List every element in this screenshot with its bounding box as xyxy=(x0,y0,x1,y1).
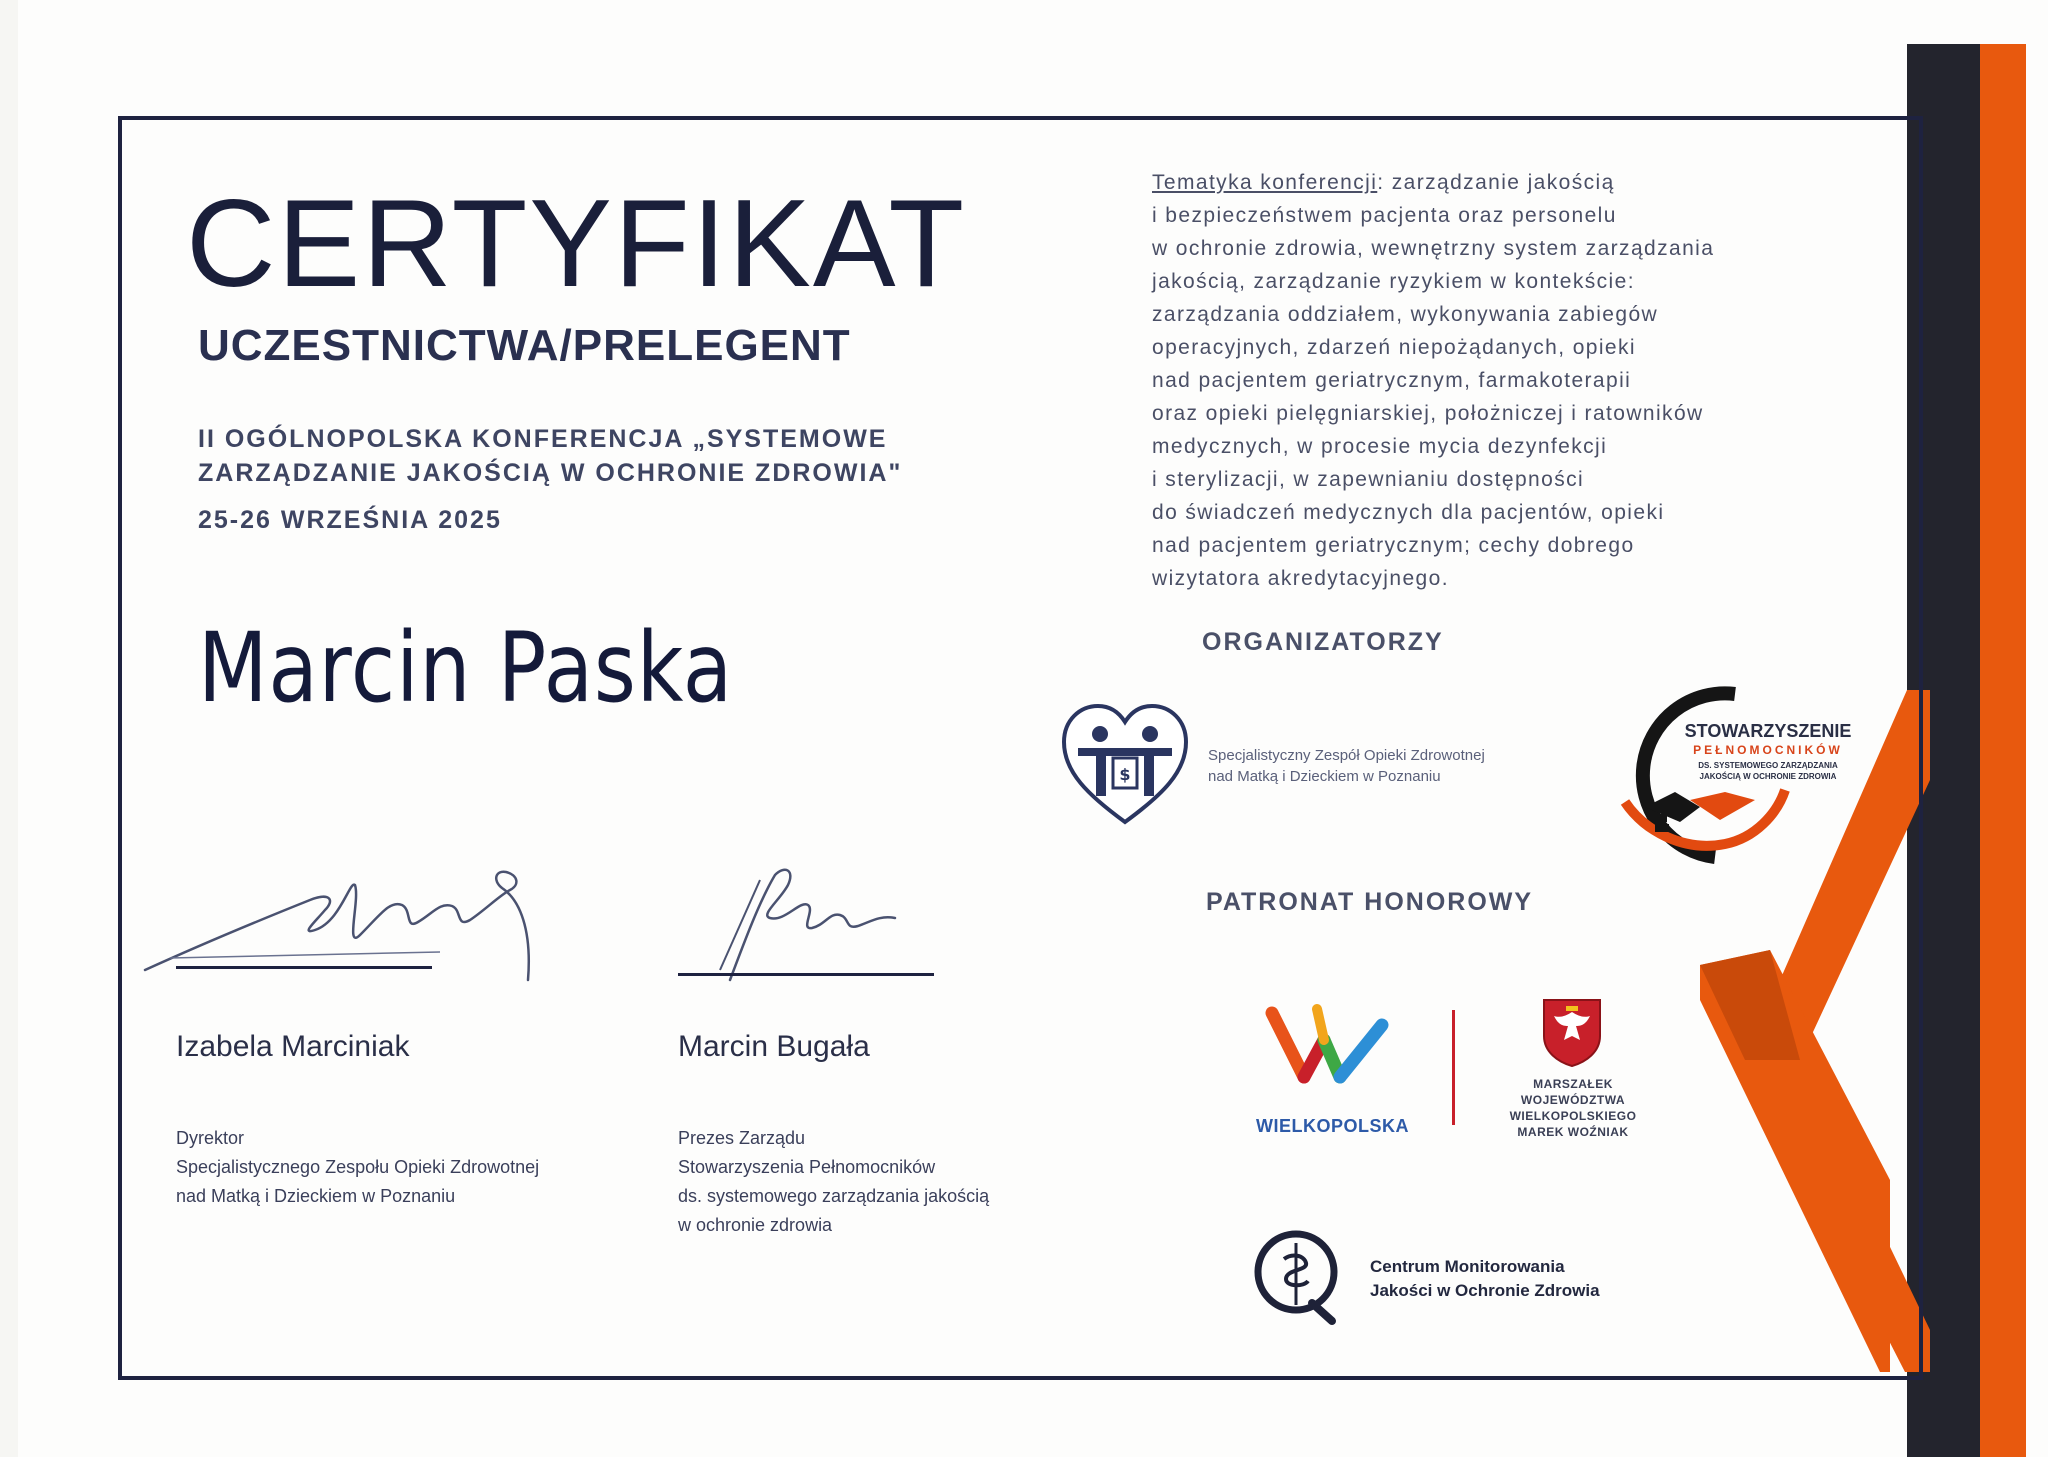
signer-2-role-line-4: w ochronie zdrowia xyxy=(678,1215,833,1235)
wielkopolska-coat-of-arms xyxy=(1540,996,1604,1068)
szoz-name-line-2: nad Matką i Dzieckiem w Poznaniu xyxy=(1208,768,1441,785)
topics-line-10: i sterylizacji, w zapewnianiu dostępności xyxy=(1152,468,1585,491)
marshal-line-3: WIELKOPOLSKIEGO xyxy=(1509,1109,1637,1123)
association-name-line-4: JAKOŚCIĄ W OCHRONIE ZDROWIA xyxy=(1699,772,1837,781)
organizers-heading: ORGANIZATORZY xyxy=(1202,628,1444,656)
marshal-line-2: WOJEWÓDZTWA xyxy=(1520,1093,1626,1107)
topics-line-11: do świadczeń medycznych dla pacjentów, opieki xyxy=(1152,501,1665,524)
signer-1-role-line-2: Specjalistycznego Zespołu Opieki Zdrowotnej xyxy=(176,1157,540,1177)
signer-1-role-line-3: nad Matką i Dzieckiem w Poznaniu xyxy=(176,1186,456,1206)
topics-line-2: i bezpieczeństwem pacjenta oraz personelu xyxy=(1152,204,1617,227)
conference-name-line-1: II OGÓLNOPOLSKA KONFERENCJA „SYSTEMOWE xyxy=(198,425,888,453)
conference-date: 25-26 WRZEŚNIA 2025 xyxy=(198,506,502,534)
patronage-heading: PATRONAT HONOROWY xyxy=(1206,888,1534,916)
signer-2-role-line-3: ds. systemowego zarządzania jakością xyxy=(678,1186,990,1206)
cmj-logo xyxy=(1250,1225,1350,1325)
topics-line-13: wizytatora akredytacyjnego. xyxy=(1152,567,1449,590)
topics-line-5: zarządzania oddziałem, wykonywania zabiegów xyxy=(1152,303,1659,326)
wielkopolska-label: WIELKOPOLSKA xyxy=(1256,1116,1409,1136)
cmj-name-line-2: Jakości w Ochronie Zdrowia xyxy=(1370,1281,1600,1300)
topics-line-8: oraz opieki pielęgniarskiej, położniczej i ratowników xyxy=(1152,402,1704,425)
association-name-line-1: STOWARZYSZENIE xyxy=(1684,721,1852,741)
topics-line-1: Tematyka konferencji: zarządzanie jakością xyxy=(1152,171,1615,194)
signer-2-role-line-1: Prezes Zarządu xyxy=(678,1128,806,1148)
topics-line-7: nad pacjentem geriatrycznym, farmakoterapii xyxy=(1152,369,1632,392)
certificate-title: CERTYFIKAT xyxy=(186,175,967,313)
szoz-name-line-1: Specjalistyczny Zespół Opieki Zdrowotnej xyxy=(1208,747,1485,764)
marshal-line-4: MAREK WOŹNIAK xyxy=(1517,1125,1629,1139)
topics-label: Tematyka konferencji xyxy=(1152,171,1378,194)
topics-line-3: w ochronie zdrowia, wewnętrzny system zarządzania xyxy=(1152,237,1715,260)
patronage-divider xyxy=(1452,1010,1455,1125)
szoz-heart-logo xyxy=(1058,700,1193,830)
signer-2-role-line-2: Stowarzyszenia Pełnomocników xyxy=(678,1157,936,1177)
association-name-line-2: PEŁNOMOCNIKÓW xyxy=(1693,743,1843,757)
signer-1-role-line-1: Dyrektor xyxy=(176,1128,245,1148)
topics-line-12: nad pacjentem geriatrycznym; cechy dobrego xyxy=(1152,534,1635,557)
signer-2-name: Marcin Bugała xyxy=(678,1030,870,1063)
svg-text:$: $ xyxy=(1119,765,1131,784)
association-name-line-3: DS. SYSTEMOWEGO ZARZĄDZANIA xyxy=(1698,761,1838,770)
certificate-subtitle: UCZESTNICTWA/PRELEGENT xyxy=(198,321,851,370)
topics-line-9: medycznych, w procesie mycia dezynfekcji xyxy=(1152,435,1608,458)
cmj-name-line-1: Centrum Monitorowania xyxy=(1370,1257,1565,1276)
recipient-name: Marcin Paska xyxy=(198,612,734,724)
conference-name-line-2: ZARZĄDZANIE JAKOŚCIĄ W OCHRONIE ZDROWIA" xyxy=(198,459,903,487)
conference-topics xyxy=(1152,166,1872,595)
marshal-line-1: MARSZAŁEK xyxy=(1533,1077,1613,1091)
wielkopolska-w-logo xyxy=(1262,995,1412,1095)
signer-1-name: Izabela Marciniak xyxy=(176,1030,410,1063)
signature-marcin-bugala xyxy=(700,860,910,990)
signature-line-1 xyxy=(176,966,432,969)
topics-line-6: operacyjnych, zdarzeń niepożądanych, opieki xyxy=(1152,336,1636,359)
topics-line-4: jakością, zarządzanie ryzykiem w kontekście: xyxy=(1152,270,1635,293)
signature-line-2 xyxy=(678,973,934,976)
